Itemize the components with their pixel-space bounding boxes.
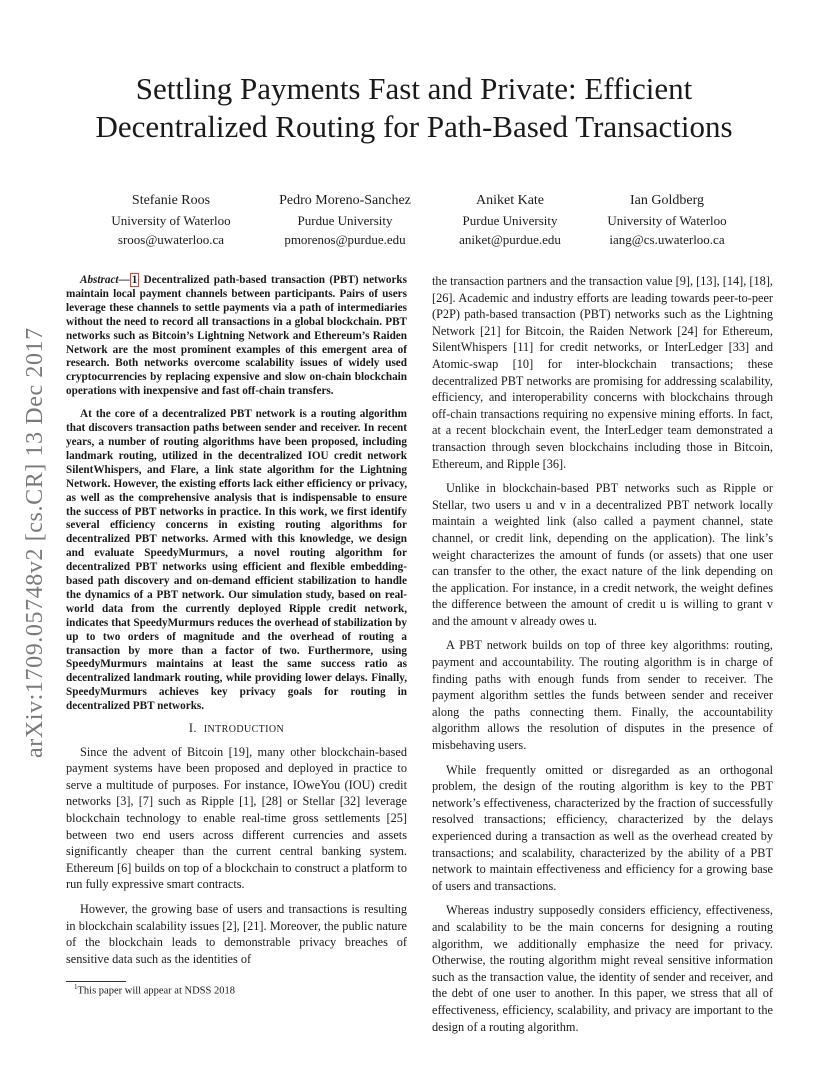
body-paragraph: Unlike in blockchain-based PBT networks such as Ripple or Stellar, two users u and v in a decentralized PBT network locally maintain a weighted link (also called a payment channel, state channel, or credit link, depending on the application). The link’s weight characterizes the amount of funds (or assets) that one user can transfer to the other, the exact nature of the link depending on the application. For instance, in a credit network, the weight defines the difference between the amount of credit u is willing to grant v and the amount v already owes u.: [432, 481, 773, 628]
author-email: iang@cs.uwaterloo.ca: [609, 232, 725, 247]
body-paragraph: Whereas industry supposedly considers efficiency, effectiveness, and scalability to be the main concerns for designing a routing algorithm, we additionally emphasize the need for privacy. Otherwise, the routing algorithm might reveal sensitive information such as the transaction value, the identity of sender and receiver, and the debt of one user to another. In this paper, we stress that all of effectiveness, efficiency, scalability, and privacy are important to the design of a routing algorithm.: [432, 903, 773, 1034]
abstract-text: Decentralized path-based transaction (PBT) networks maintain local payment channels between participants. Pairs of users leverage these channels to settle payments via a path of intermediaries without the need to record all transactions in a global blockchain. PBT networks such as Bitcoin’s Lightning Network and Ethereum’s Raiden Network are the most prominent examples of this emergent area of research. Both networks overcome scalability issues of widely used cryptocurrencies by replacing expensive and slow on-chain blockchain operations with inexpensive and fast off-chain transfers.: [66, 274, 407, 398]
body-paragraph: However, the growing base of users and transactions is resulting in blockchain scalability issues [2], [21]. Moreover, the public nature of the blockchain leads to demonstrable privacy breaches of sensitive data such as the identities of: [66, 902, 407, 966]
author-email: pmorenos@purdue.edu: [284, 232, 406, 247]
author-email: aniket@purdue.edu: [459, 232, 561, 247]
abstract-label: Abstract: [80, 274, 119, 286]
footnote-text: This paper will appear at NDSS 2018: [77, 985, 235, 997]
section-heading: [66, 720, 407, 739]
author-affiliation: Purdue University: [462, 212, 558, 228]
arxiv-stamp: arXiv:1709.05748v2 [cs.CR] 13 Dec 2017: [22, 327, 48, 758]
author-affiliation: Purdue University: [297, 212, 393, 228]
author-name: Ian Goldberg: [630, 193, 704, 208]
body-paragraph: A PBT network builds on top of three key algorithms: routing, payment and accountability. The routing algorithm is in charge of finding paths with enough funds from sender to receiver. The payment algorithm settles the funds between sender and receiver along the paths connecting them. Finally, the accountability algorithm allows the resolution of disputes in the presence of misbehaving users.: [432, 638, 773, 753]
abstract-paragraph: Abstract— 1 Decentralized path-based transaction (PBT) networks maintain local payment channels between participants. Pairs of users leverage these channels to settle payments via a path of intermediaries without the need to record all transactions in a global blockchain. PBT networks such as Bitcoin’s Lightning Network and Ethereum’s Raiden Network are the most prominent examples of this emergent area of research. Both networks overcome scalability issues of widely used cryptocurrencies by replacing expensive and slow on-chain blockchain operations with inexpensive and fast off-chain transfers.: [66, 274, 407, 398]
abstract: [66, 274, 407, 714]
abstract-paragraph: At the core of a decentralized PBT network is a routing algorithm that discovers transaction paths between sender and receiver. In recent years, a number of routing algorithms have been proposed, including landmark routing, utilized in the decentralized IOU credit network SilentWhispers, and Flare, a link state algorithm for the Lightning Network. However, the existing efforts lack either efficiency or privacy, as well as the comprehensive analysis that is indispensable to ensure the success of PBT networks in practice. In this work, we first identify several efficiency concerns in existing routing algorithms for decentralized PBT networks. Armed with this knowledge, we design and evaluate SpeedyMurmurs, a novel routing algorithm for decentralized PBT networks using efficient and flexible embedding-based path discovery and on-demand efficient stabilization to handle the dynamics of a PBT network. Our simulation study, based on real-world data from the currently deployed Ripple credit network, indicates that SpeedyMurmurs reduces the overhead of stabilization by up to two orders of magnitude and the overhead of routing a transaction by more than a factor of two. Furthermore, using SpeedyMurmurs maintains at least the same success ratio as decentralized landmark routing, while providing lower delays. Finally, SpeedyMurmurs achieves key privacy goals for routing in decentralized PBT networks.: [66, 408, 407, 713]
section-number: I.: [188, 721, 197, 736]
title-line-2: Decentralized Routing for Path-Based Transactions: [95, 109, 733, 144]
footnote-marker[interactable]: 1: [131, 274, 138, 286]
author-email: sroos@uwaterloo.ca: [117, 232, 225, 247]
left-column: [66, 274, 407, 967]
author-name: Pedro Moreno-Sanchez: [279, 193, 411, 208]
author-affiliation: University of Waterloo: [111, 212, 231, 228]
footnote: $^1$This paper will appear at NDSS 2018: [74, 983, 235, 997]
author-affiliation: University of Waterloo: [607, 212, 727, 228]
body-paragraph: the transaction partners and the transaction value [9], [13], [14], [18], [26]. Academic and industry efforts are leading towards peer-to-peer (P2P) path-based transaction (PBT) networks such as the Lightning Network [21] for Bitcoin, the Raiden Network [24] for Ethereum, SilentWhispers [11] for credit networks, or InterLedger [33] and Atomic-swap [10] for inter-blockchain transactions; these decentralized PBT networks are promising for addressing scalability, efficiency, and interoperability concerns with blockchains through off-chain transactions requiring no expensive mining efforts. In fact, at a recent blockchain event, the InterLedger team demonstrated a transaction through seven blockchains including those in Bitcoin, Ethereum, and Ripple [36].: [432, 274, 773, 471]
intro-text: [66, 744, 407, 968]
body-paragraph: While frequently omitted or disregarded as an orthogonal problem, the design of the routing algorithm is key to the PBT network’s effectiveness, characterized by the fraction of successfully resolved transactions; efficiency, characterized by the delays experienced during a transaction as well as the overhead created by transactions; and scalability, characterized by the ability of a PBT network to maintain effectiveness and efficiency for a growing base of users and transactions.: [432, 762, 773, 893]
author-block: [567, 191, 767, 250]
author-name: Stefanie Roos: [131, 193, 211, 208]
right-column: [432, 273, 773, 1035]
title-line-1: Settling Payments Fast and Private: Efficient: [135, 71, 693, 106]
body-paragraph: Since the advent of Bitcoin [19], many other blockchain-based payment systems have been proposed and deployed in practice to serve a multitude of purposes. For instance, IOweYou (IOU) credit networks [3], [7] such as Ripple [1], [28] or Stellar [32] leverage blockchain technology to enable real-time gross settlements [25] between two end users across different currencies and assets significantly cheaper than the current central banking system. Ethereum [6] builds on top of a blockchain to construct a platform to run fully expressive smart contracts.: [66, 744, 407, 892]
author-name: Aniket Kate: [475, 193, 545, 208]
paper-title: [40, 70, 788, 146]
author-block: [71, 191, 271, 250]
footnote-rule: [66, 981, 126, 982]
section-title: INTRODUCTION: [203, 724, 285, 736]
